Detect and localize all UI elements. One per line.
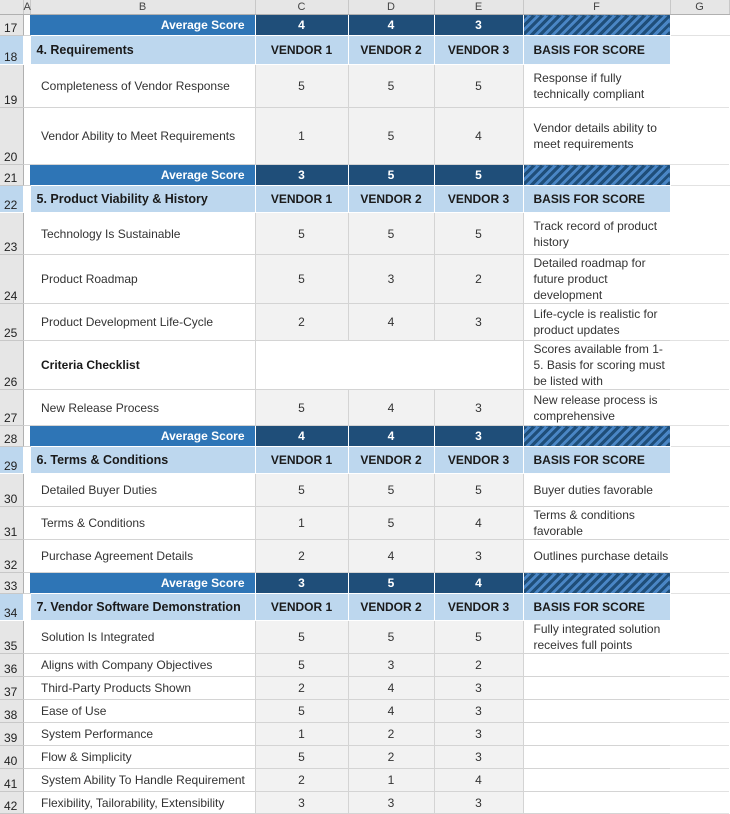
vendor-1-score[interactable]: 5 <box>255 213 348 255</box>
cell[interactable] <box>670 746 729 769</box>
row-header[interactable]: 19 <box>0 65 23 108</box>
cell[interactable] <box>23 213 30 255</box>
cell[interactable] <box>670 700 729 723</box>
column-header-g[interactable]: G <box>670 0 729 15</box>
criterion-cell[interactable]: Vendor Ability to Meet Requirements <box>30 108 255 165</box>
vendor-3-score[interactable]: 3 <box>434 304 523 341</box>
cell[interactable] <box>23 15 30 36</box>
cell[interactable] <box>23 447 30 474</box>
cell[interactable] <box>23 792 30 814</box>
vendor-3-header[interactable]: VENDOR 3 <box>434 594 523 621</box>
cell[interactable] <box>23 341 30 390</box>
cell[interactable] <box>23 746 30 769</box>
basis-cell[interactable]: Vendor details ability to meet requirements <box>523 108 670 165</box>
average-score-label[interactable]: Average Score <box>30 15 255 36</box>
average-score-vendor-1[interactable]: 3 <box>255 165 348 186</box>
basis-cell[interactable]: Terms & conditions favorable <box>523 507 670 540</box>
criteria-row <box>0 65 729 108</box>
row-header[interactable]: 17 <box>0 15 23 36</box>
average-score-vendor-2[interactable]: 5 <box>348 165 434 186</box>
row-header[interactable]: 38 <box>0 700 23 723</box>
vendor-3-score[interactable]: 3 <box>434 390 523 426</box>
criterion-cell[interactable]: System Ability To Handle Requirement <box>30 769 255 792</box>
criterion-cell[interactable]: Third-Party Products Shown <box>30 677 255 700</box>
vendor-2-score[interactable]: 4 <box>348 390 434 426</box>
criteria-row <box>0 769 729 792</box>
cell[interactable] <box>23 390 30 426</box>
cell[interactable] <box>670 390 729 426</box>
row-header[interactable]: 41 <box>0 769 23 792</box>
section-title[interactable]: 7. Vendor Software Demonstration <box>30 594 255 621</box>
basis-cell[interactable]: Scores available from 1-5. Basis for scoring must be listed with <box>523 341 670 390</box>
cell[interactable] <box>670 769 729 792</box>
cell[interactable] <box>23 654 30 677</box>
row-header[interactable]: 23 <box>0 213 23 255</box>
vendor-3-score[interactable]: 3 <box>434 677 523 700</box>
vendor-2-header[interactable]: VENDOR 2 <box>348 594 434 621</box>
column-header-c[interactable]: C <box>255 0 348 15</box>
vendor-1-header[interactable]: VENDOR 1 <box>255 36 348 65</box>
vendor-2-header[interactable]: VENDOR 2 <box>348 447 434 474</box>
vendor-3-score[interactable]: 3 <box>434 700 523 723</box>
cell[interactable] <box>670 108 729 165</box>
criterion-cell[interactable]: Solution Is Integrated <box>30 621 255 654</box>
section-title[interactable]: 4. Requirements <box>30 36 255 65</box>
average-score-vendor-1[interactable]: 4 <box>255 15 348 36</box>
criteria-row <box>0 390 729 426</box>
hatched-cell[interactable] <box>523 573 670 594</box>
vendor-3-score[interactable]: 5 <box>434 621 523 654</box>
criteria-checklist-row <box>0 341 729 390</box>
criteria-row <box>0 700 729 723</box>
average-score-label[interactable]: Average Score <box>30 426 255 447</box>
criterion-cell[interactable]: Purchase Agreement Details <box>30 540 255 573</box>
row-header[interactable]: 34 <box>0 594 23 621</box>
section-header-row <box>0 447 729 474</box>
cell[interactable] <box>23 700 30 723</box>
column-header-a[interactable]: A <box>23 1 31 13</box>
row-header[interactable]: 21 <box>0 165 23 186</box>
criterion-cell[interactable]: Completeness of Vendor Response <box>30 65 255 108</box>
vendor-2-score[interactable]: 3 <box>348 255 434 304</box>
cell[interactable] <box>670 573 729 594</box>
basis-cell[interactable]: Buyer duties favorable <box>523 474 670 507</box>
vendor-2-score[interactable]: 2 <box>348 723 434 746</box>
cell[interactable] <box>23 255 30 304</box>
column-header-f[interactable]: F <box>523 0 670 15</box>
basis-for-score-header[interactable]: BASIS FOR SCORE <box>523 186 670 213</box>
cell[interactable] <box>670 474 729 507</box>
vendor-2-header[interactable]: VENDOR 2 <box>348 36 434 65</box>
basis-for-score-header[interactable]: BASIS FOR SCORE <box>523 447 670 474</box>
vendor-3-header[interactable]: VENDOR 3 <box>434 447 523 474</box>
vendor-3-score[interactable]: 5 <box>434 65 523 108</box>
vendor-2-score[interactable]: 4 <box>348 304 434 341</box>
vendor-2-score[interactable]: 5 <box>348 474 434 507</box>
average-score-label[interactable]: Average Score <box>30 165 255 186</box>
criterion-cell[interactable]: Product Roadmap <box>30 255 255 304</box>
cell[interactable] <box>23 507 30 540</box>
row-header[interactable]: 20 <box>0 108 23 165</box>
select-all-corner[interactable] <box>0 0 23 15</box>
vendor-2-score[interactable]: 4 <box>348 700 434 723</box>
basis-cell[interactable]: Fully integrated solution receives full points <box>523 621 670 654</box>
criteria-row <box>0 474 729 507</box>
vendor-3-score[interactable]: 2 <box>434 255 523 304</box>
row-header[interactable]: 32 <box>0 540 23 573</box>
column-header-row <box>0 0 729 15</box>
row-header[interactable]: 35 <box>0 621 23 654</box>
cell[interactable] <box>23 36 30 65</box>
vendor-1-score[interactable]: 5 <box>255 654 348 677</box>
criterion-cell[interactable]: Ease of Use <box>30 700 255 723</box>
cell[interactable] <box>670 36 729 65</box>
hatched-cell[interactable] <box>523 165 670 186</box>
section-title[interactable]: 5. Product Viability & History <box>30 186 255 213</box>
vendor-2-score[interactable]: 3 <box>348 654 434 677</box>
hatched-cell[interactable] <box>523 426 670 447</box>
vendor-1-score[interactable]: 5 <box>255 700 348 723</box>
basis-cell[interactable]: Life-cycle is realistic for product updates <box>523 304 670 341</box>
cell[interactable] <box>23 677 30 700</box>
vendor-1-score[interactable]: 2 <box>255 304 348 341</box>
vendor-1-header[interactable]: VENDOR 1 <box>255 186 348 213</box>
vendor-3-score[interactable]: 3 <box>434 540 523 573</box>
cell[interactable] <box>23 165 30 186</box>
criteria-row <box>0 792 729 814</box>
criteria-row <box>0 654 729 677</box>
row-header[interactable]: 31 <box>0 507 23 540</box>
cell[interactable] <box>670 255 729 304</box>
hatched-cell[interactable] <box>523 15 670 36</box>
average-score-row <box>0 426 729 447</box>
average-score-vendor-1[interactable]: 4 <box>255 426 348 447</box>
merged-blank-cell[interactable] <box>255 341 523 390</box>
criterion-cell[interactable]: Detailed Buyer Duties <box>30 474 255 507</box>
vendor-1-score[interactable]: 5 <box>255 390 348 426</box>
basis-cell[interactable]: New release process is comprehensive <box>523 390 670 426</box>
cell[interactable] <box>670 507 729 540</box>
vendor-1-score[interactable]: 2 <box>255 769 348 792</box>
cell[interactable] <box>23 723 30 746</box>
vendor-3-score[interactable]: 4 <box>434 108 523 165</box>
vendor-3-score[interactable]: 3 <box>434 792 523 814</box>
section-header-row <box>0 594 729 621</box>
row-header[interactable]: 27 <box>0 390 23 426</box>
cell[interactable] <box>23 621 30 654</box>
cell[interactable] <box>23 186 30 213</box>
criterion-cell[interactable]: New Release Process <box>30 390 255 426</box>
vendor-2-score[interactable]: 4 <box>348 677 434 700</box>
vendor-1-score[interactable]: 5 <box>255 746 348 769</box>
basis-cell[interactable] <box>523 723 670 746</box>
cell[interactable] <box>23 474 30 507</box>
vendor-2-score[interactable]: 5 <box>348 65 434 108</box>
vendor-1-header[interactable]: VENDOR 1 <box>255 594 348 621</box>
vendor-2-score[interactable]: 2 <box>348 746 434 769</box>
criterion-cell[interactable]: System Performance <box>30 723 255 746</box>
average-score-vendor-3[interactable]: 5 <box>434 165 523 186</box>
row-header[interactable]: 29 <box>0 447 23 474</box>
average-score-vendor-3[interactable]: 4 <box>434 573 523 594</box>
cell[interactable] <box>670 426 729 447</box>
basis-cell[interactable]: Detailed roadmap for future product development <box>523 255 670 304</box>
basis-cell[interactable] <box>523 792 670 814</box>
criteria-row <box>0 540 729 573</box>
section-title[interactable]: 6. Terms & Conditions <box>30 447 255 474</box>
column-header-d[interactable]: D <box>348 0 434 15</box>
average-score-row <box>0 165 729 186</box>
vendor-1-score[interactable]: 3 <box>255 792 348 814</box>
criterion-cell[interactable]: Flow & Simplicity <box>30 746 255 769</box>
row-header[interactable]: 42 <box>0 792 23 814</box>
average-score-vendor-2[interactable]: 4 <box>348 426 434 447</box>
column-header-e[interactable]: E <box>434 0 523 15</box>
basis-cell[interactable] <box>523 654 670 677</box>
cell[interactable] <box>670 213 729 255</box>
cell[interactable] <box>670 447 729 474</box>
basis-cell[interactable]: Response if fully technically compliant <box>523 65 670 108</box>
vendor-3-score[interactable]: 3 <box>434 723 523 746</box>
basis-cell[interactable] <box>523 769 670 792</box>
cell[interactable] <box>670 186 729 213</box>
vendor-1-score[interactable]: 1 <box>255 108 348 165</box>
cell[interactable] <box>23 769 30 792</box>
cell[interactable] <box>670 677 729 700</box>
average-score-row <box>0 15 729 36</box>
row-header[interactable]: 25 <box>0 304 23 341</box>
vendor-3-score[interactable]: 2 <box>434 654 523 677</box>
column-header-b[interactable]: B <box>30 0 255 15</box>
section-header-row <box>0 36 729 65</box>
basis-cell[interactable] <box>523 677 670 700</box>
vendor-2-score[interactable]: 5 <box>348 621 434 654</box>
vendor-3-score[interactable]: 5 <box>434 474 523 507</box>
vendor-3-score[interactable]: 4 <box>434 769 523 792</box>
cell[interactable] <box>23 540 30 573</box>
row-header[interactable]: 40 <box>0 746 23 769</box>
criterion-cell[interactable]: Product Development Life-Cycle <box>30 304 255 341</box>
vendor-1-score[interactable]: 2 <box>255 540 348 573</box>
basis-cell[interactable] <box>523 746 670 769</box>
cell[interactable] <box>23 573 30 594</box>
cell[interactable] <box>670 540 729 573</box>
average-score-vendor-3[interactable]: 3 <box>434 15 523 36</box>
criteria-checklist-label[interactable]: Criteria Checklist <box>30 341 255 390</box>
criteria-row <box>0 621 729 654</box>
criteria-row <box>0 213 729 255</box>
row-header[interactable]: 22 <box>0 186 23 213</box>
vendor-2-score[interactable]: 5 <box>348 108 434 165</box>
vendor-3-score[interactable]: 5 <box>434 213 523 255</box>
criterion-cell[interactable]: Terms & Conditions <box>30 507 255 540</box>
average-score-label[interactable]: Average Score <box>30 573 255 594</box>
vendor-1-header[interactable]: VENDOR 1 <box>255 447 348 474</box>
vendor-1-score[interactable]: 5 <box>255 255 348 304</box>
basis-for-score-header[interactable]: BASIS FOR SCORE <box>523 594 670 621</box>
cell[interactable] <box>670 723 729 746</box>
row-header[interactable]: 30 <box>0 474 23 507</box>
row-header[interactable]: 37 <box>0 677 23 700</box>
row-header[interactable]: 24 <box>0 255 23 304</box>
criterion-cell[interactable]: Technology Is Sustainable <box>30 213 255 255</box>
cell[interactable] <box>23 108 30 165</box>
cell[interactable] <box>670 165 729 186</box>
average-score-vendor-3[interactable]: 3 <box>434 426 523 447</box>
criteria-row <box>0 723 729 746</box>
basis-cell[interactable]: Outlines purchase details <box>523 540 670 573</box>
cell[interactable] <box>670 594 729 621</box>
vendor-2-score[interactable]: 3 <box>348 792 434 814</box>
basis-cell[interactable] <box>523 700 670 723</box>
cell[interactable] <box>23 304 30 341</box>
criterion-cell[interactable]: Aligns with Company Objectives <box>30 654 255 677</box>
vendor-2-score[interactable]: 5 <box>348 507 434 540</box>
row-header[interactable]: 39 <box>0 723 23 746</box>
cell[interactable] <box>670 304 729 341</box>
criterion-cell[interactable]: Flexibility, Tailorability, Extensibility <box>30 792 255 814</box>
vendor-1-score[interactable]: 5 <box>255 474 348 507</box>
average-score-row <box>0 573 729 594</box>
row-header[interactable]: 36 <box>0 654 23 677</box>
criteria-row <box>0 108 729 165</box>
vendor-2-score[interactable]: 1 <box>348 769 434 792</box>
vendor-2-header[interactable]: VENDOR 2 <box>348 186 434 213</box>
vendor-3-header[interactable]: VENDOR 3 <box>434 186 523 213</box>
vendor-1-score[interactable]: 5 <box>255 621 348 654</box>
average-score-vendor-2[interactable]: 4 <box>348 15 434 36</box>
row-header[interactable]: 28 <box>0 426 23 447</box>
vendor-1-score[interactable]: 1 <box>255 723 348 746</box>
vendor-3-score[interactable]: 4 <box>434 507 523 540</box>
basis-for-score-header[interactable]: BASIS FOR SCORE <box>523 36 670 65</box>
cell[interactable] <box>23 594 30 621</box>
vendor-1-score[interactable]: 5 <box>255 65 348 108</box>
cell[interactable] <box>670 654 729 677</box>
vendor-3-score[interactable]: 3 <box>434 746 523 769</box>
row-header[interactable]: 33 <box>0 573 23 594</box>
row-header[interactable]: 18 <box>0 36 23 65</box>
criteria-row <box>0 507 729 540</box>
cell[interactable] <box>670 65 729 108</box>
vendor-2-score[interactable]: 4 <box>348 540 434 573</box>
cell[interactable] <box>23 426 30 447</box>
cell[interactable] <box>670 15 729 36</box>
cell[interactable] <box>670 621 729 654</box>
vendor-3-header[interactable]: VENDOR 3 <box>434 36 523 65</box>
vendor-2-score[interactable]: 5 <box>348 213 434 255</box>
vendor-1-score[interactable]: 1 <box>255 507 348 540</box>
criteria-row <box>0 304 729 341</box>
average-score-vendor-2[interactable]: 5 <box>348 573 434 594</box>
average-score-vendor-1[interactable]: 3 <box>255 573 348 594</box>
cell[interactable] <box>670 341 729 390</box>
row-header[interactable]: 26 <box>0 341 23 390</box>
cell[interactable] <box>23 65 30 108</box>
criteria-row <box>0 746 729 769</box>
section-header-row <box>0 186 729 213</box>
vendor-1-score[interactable]: 2 <box>255 677 348 700</box>
cell[interactable] <box>670 792 729 814</box>
criteria-row <box>0 677 729 700</box>
criteria-row <box>0 255 729 304</box>
basis-cell[interactable]: Track record of product history <box>523 213 670 255</box>
